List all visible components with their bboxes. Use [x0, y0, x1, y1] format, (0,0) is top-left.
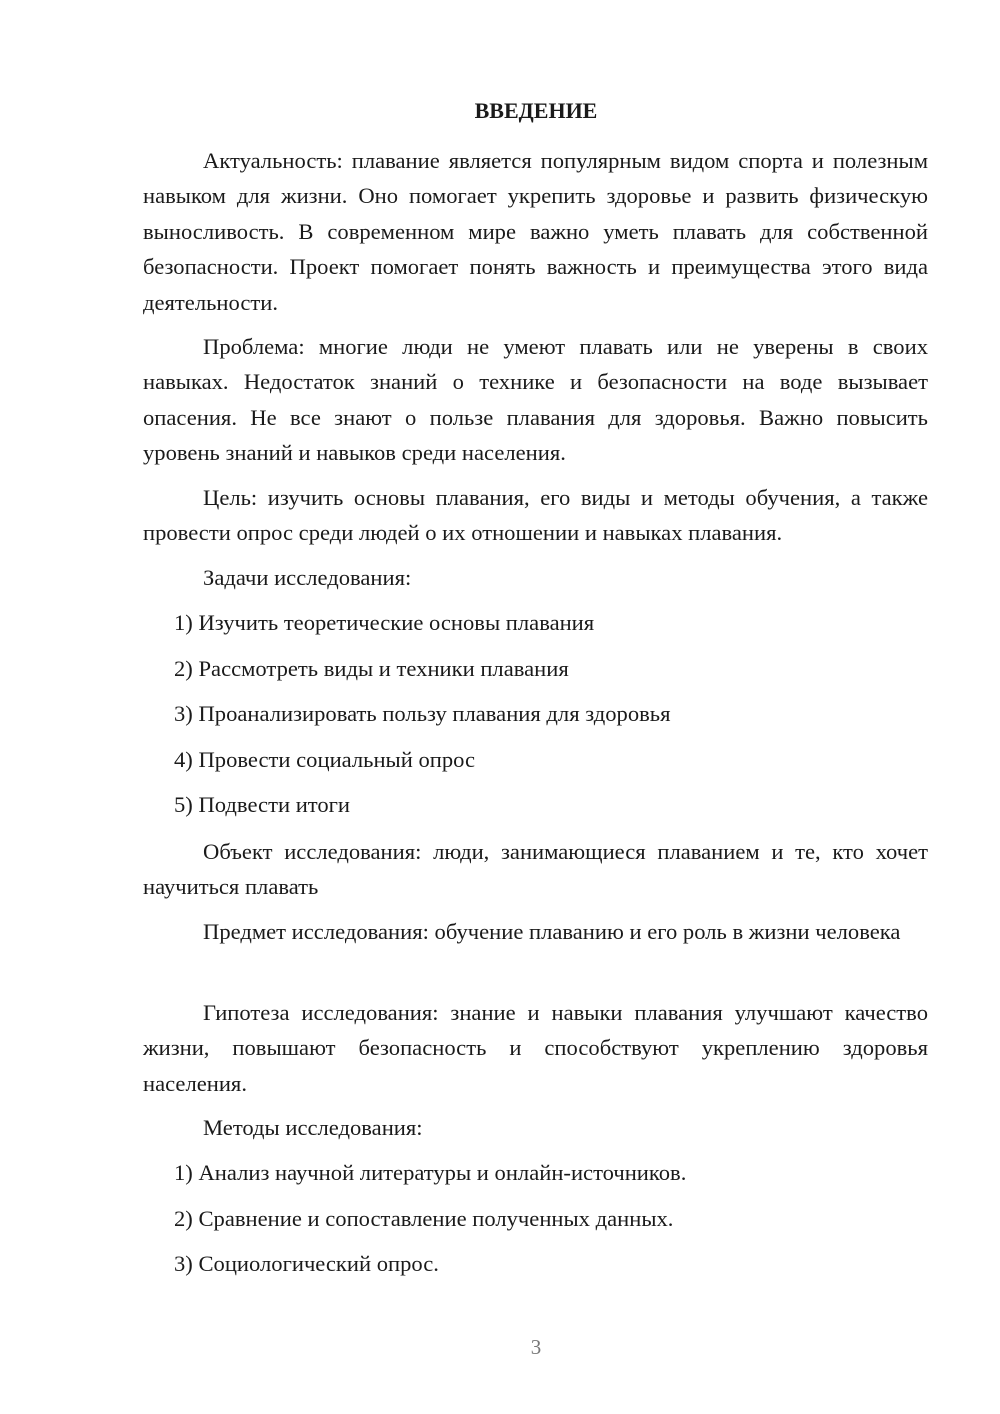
task-item: 1) Изучить теоретические основы плавания	[174, 610, 595, 635]
methods-heading: Методы исследования:	[203, 1115, 423, 1140]
task-item: 2) Рассмотреть виды и техники плавания	[174, 656, 569, 681]
hypothesis-paragraph: Гипотеза исследования: знание и навыки плавания улучшают качество жизни, повышают безопасность и способствуют укреплению здоровья населения.	[143, 1000, 928, 1096]
task-item: 3) Проанализировать пользу плавания для здоровья	[174, 701, 671, 726]
relevance-paragraph: Актуальность: плавание является популярным видом спорта и полезным навыком для жизни. Оно помогает укрепить здоровье и развить физическую выносливость. В современном мире важно уметь плавать для собственной безопасности. Проект помогает понять важность и преимущества этого вида деятельности.	[143, 148, 928, 315]
method-item: 1) Анализ научной литературы и онлайн-источников.	[174, 1160, 687, 1185]
object-paragraph: Объект исследования: люди, занимающиеся плаванием и те, кто хочет научиться плавать	[143, 839, 928, 900]
page-number: 3	[530, 1335, 542, 1359]
section-title: ВВЕДЕНИЕ	[474, 98, 598, 123]
goal-paragraph: Цель: изучить основы плавания, его виды и методы обучения, а также провести опрос среди людей о их отношении и навыках плавания.	[143, 485, 928, 546]
method-item: 3) Социологический опрос.	[174, 1251, 439, 1276]
method-item: 2) Сравнение и сопоставление полученных данных.	[174, 1206, 674, 1231]
subject-paragraph: Предмет исследования: обучение плаванию и его роль в жизни человека	[203, 919, 901, 944]
task-item: 4) Провести социальный опрос	[174, 747, 476, 772]
tasks-heading: Задачи исследования:	[203, 565, 412, 590]
task-item: 5) Подвести итоги	[174, 792, 351, 817]
problem-paragraph: Проблема: многие люди не умеют плавать или не уверены в своих навыках. Недостаток знаний о технике и безопасности на воде вызывает опасения. Не все знают о пользе плавания для здоровья. Важно повысить уровень знаний и навыков среди населения.	[143, 334, 928, 466]
